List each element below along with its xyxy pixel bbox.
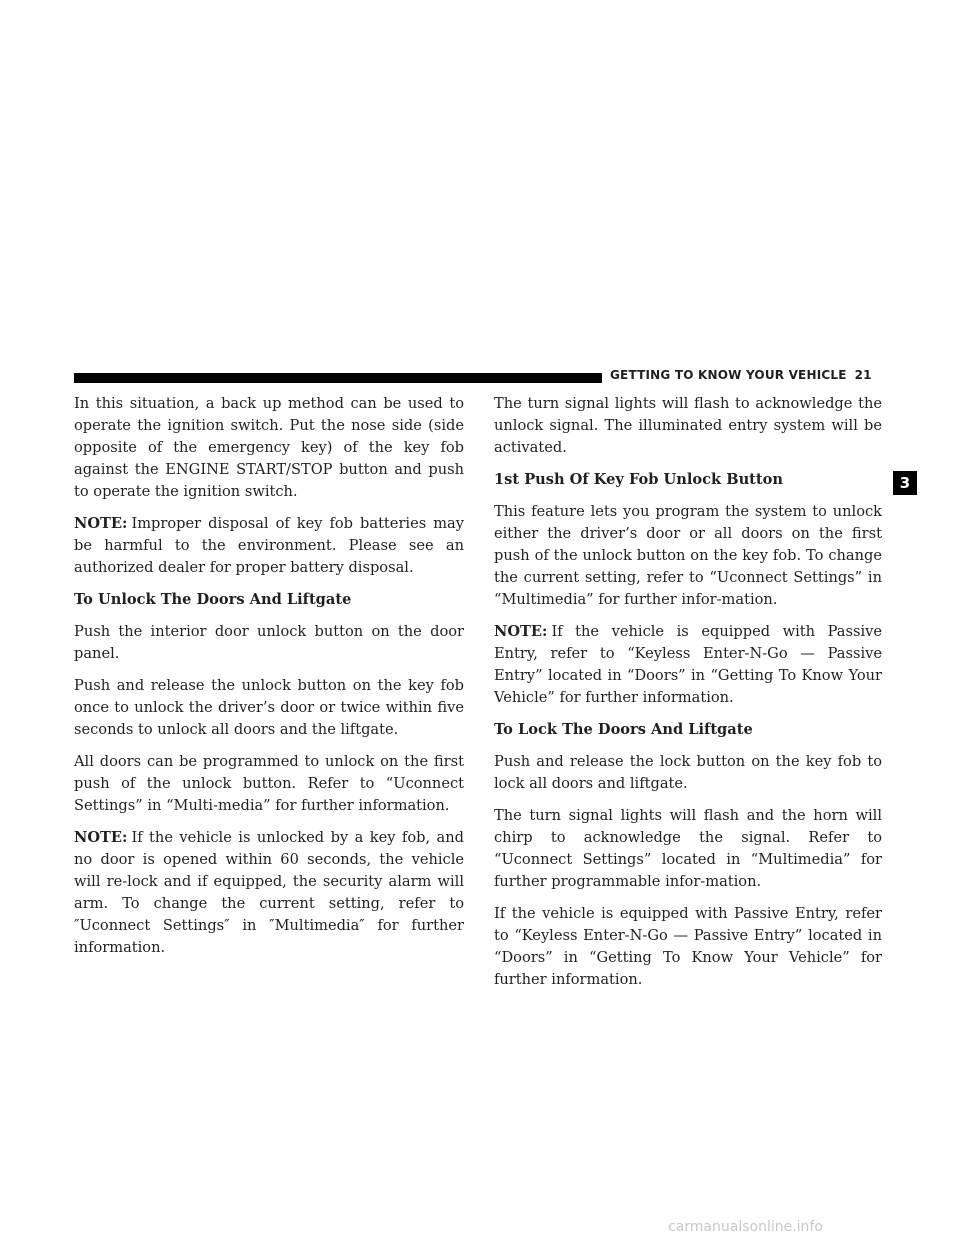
note-text: Improper disposal of key fob batteries may be harmful to the environment. Please see an authorized dealer for proper battery disposal. (74, 515, 464, 576)
note-paragraph (74, 513, 464, 579)
paragraph: The turn signal lights will flash to acknowledge the unlock signal. The illuminated entry system will be activated. (494, 395, 882, 456)
chapter-tab: 3 (893, 471, 917, 495)
page-number: 21 (854, 368, 872, 382)
header-rule (74, 373, 602, 383)
paragraph: Push the interior door unlock button on the door panel. (74, 623, 464, 662)
paragraph: Push and release the lock button on the key fob to lock all doors and liftgate. (494, 753, 882, 792)
note-paragraph (74, 827, 464, 959)
paragraph: If the vehicle is equipped with Passive Entry, refer to “Keyless Enter-N-Go — Passive Entry” located in “Doors” in “Getting To Know Your Vehicle” for further information. (494, 905, 882, 988)
paragraph: This feature lets you program the system to unlock either the driver’s door or all doors on the first push of the unlock button on the key fob. To change the current setting, refer to “Uconnect Settings” in “Multimedia” for further infor-mation. (494, 503, 882, 608)
section-title: GETTING TO KNOW YOUR VEHICLE (610, 368, 847, 382)
paragraph: In this situation, a back up method can be used to operate the ignition switch. Put the nose side (side opposite of the emergency key) of the key fob against the ENGINE START/STOP button and push to operate the ignition switch. (74, 395, 464, 500)
paragraph: Push and release the unlock button on the key fob once to unlock the driver’s door or twice within five seconds to unlock all doors and the liftgate. (74, 677, 464, 738)
running-header (610, 368, 890, 382)
note-text: If the vehicle is equipped with Passive Entry, refer to “Keyless Enter-N-Go — Passive Entry” located in “Doors” in “Getting To Know Your Vehicle” for further information. (494, 623, 882, 706)
section-heading: 1st Push Of Key Fob Unlock Button (494, 471, 784, 488)
paragraph: All doors can be programmed to unlock on the first push of the unlock button. Refer to “Uconnect Settings” in “Multi-media” for further information. (74, 753, 464, 814)
note-label: NOTE: (494, 623, 548, 640)
note-text: If the vehicle is unlocked by a key fob, and no door is opened within 60 seconds, the vehicle will re-lock and if equipped, the security alarm will arm. To change the current setting, refer to ″Uconnect Settings″ in ″Multimedia″ for further information. (74, 829, 464, 956)
note-paragraph (494, 621, 882, 709)
section-heading: To Lock The Doors And Liftgate (494, 721, 753, 738)
right-column (494, 393, 882, 1001)
section-heading: To Unlock The Doors And Liftgate (74, 591, 352, 608)
note-label: NOTE: (74, 515, 128, 532)
note-label: NOTE: (74, 829, 128, 846)
left-column (74, 393, 464, 969)
watermark: carmanualsonline.info (668, 1219, 823, 1235)
paragraph: The turn signal lights will flash and the horn will chirp to acknowledge the signal. Refer to “Uconnect Settings” located in “Multimedia” for further programmable infor-mation. (494, 807, 882, 890)
